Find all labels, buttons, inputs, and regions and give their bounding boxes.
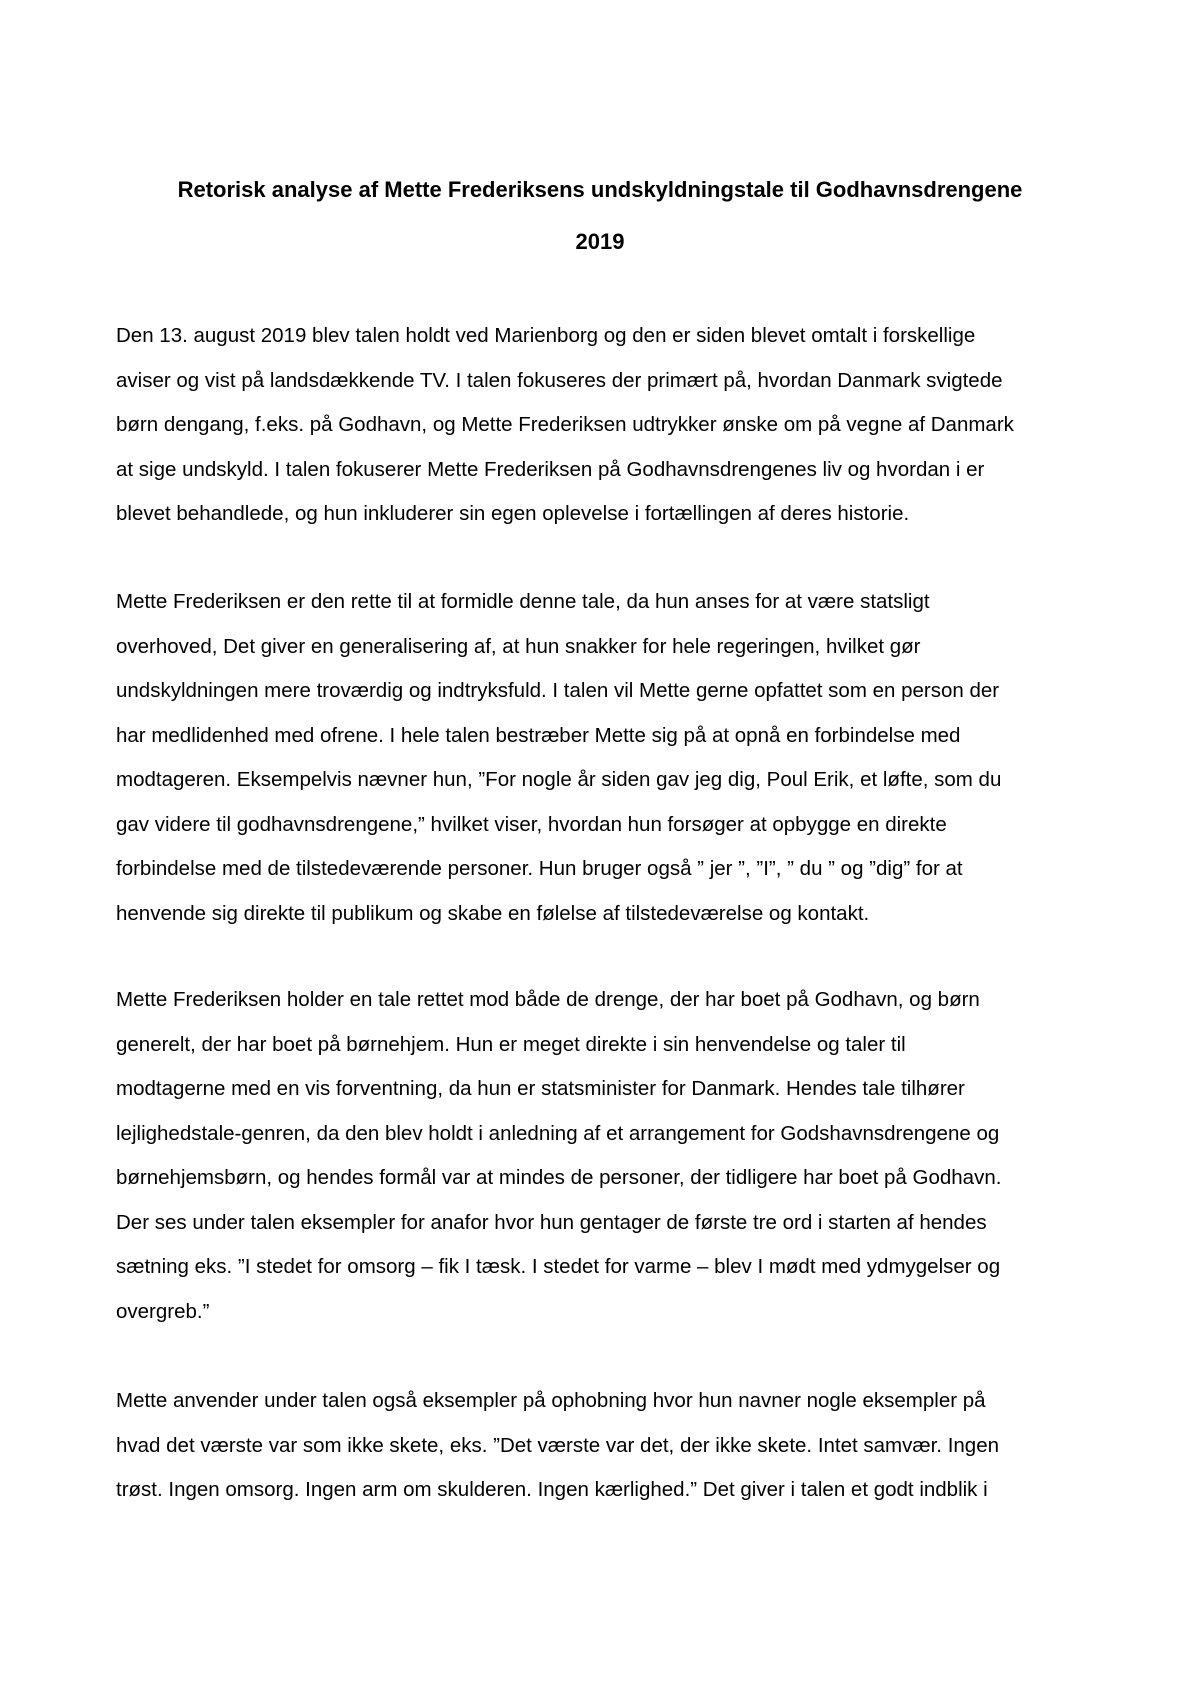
text-line: generelt, der har boet på børnehjem. Hun er meget direkte i sin henvendelse og taler til [116,1032,906,1056]
text-line: overhoved, Det giver en generalisering af, at hun snakker for hele regeringen, hvilket gør [116,634,921,658]
text-line: Mette anvender under talen også eksempler på ophobning hvor hun navner nogle eksempler på [116,1389,986,1412]
text-line: Mette Frederiksen er den rette til at formidle denne tale, da hun anses for at være statsligt [116,590,930,613]
text-line: børn dengang, f.eks. på Godhavn, og Mette Frederiksen udtrykker ønske om på vegne af Danmark [116,413,1014,436]
text-line: sætning eks. ”I stedet for omsorg – fik I tæsk. I stedet for varme – blev I mødt med ydmygelser og [116,1255,1001,1278]
text-line: blevet behandlede, og hun inkluderer sin egen oplevelse i fortællingen af deres historie. [116,502,910,525]
paragraph-intro [116,314,1116,537]
text-line: modtagerne med en vis forventning, da hun er statsminister for Danmark. Hendes tale tilhører [116,1077,965,1100]
document-title-line-1: Retorisk analyse af Mette Frederiksens undskyldningstale til Godhavnsdrengene [177,177,1023,202]
text-line: at sige undskyld. I talen fokuserer Mette Frederiksen på Godhavnsdrengenes liv og hvordan i er [116,457,985,481]
text-line: gav videre til godhavnsdrengene,” hvilket viser, hvordan hun forsøger at opbygge en direkte [116,812,947,836]
paragraph-audience [116,978,1116,1334]
text-line: modtageren. Eksempelvis nævner hun, ”For nogle år siden gav jeg dig, Poul Erik, et løfte, som du [116,768,1002,791]
paragraph-speaker [116,580,1116,936]
text-line: hvad det værste var som ikke skete, eks. ”Det værste var det, der ikke skete. Intet samvær. Ingen [116,1433,999,1457]
paragraph-accumulation [116,1379,1116,1513]
text-line: børnehjemsbørn, og hendes formål var at mindes de personer, der tidligere har boet på Godhavn. [116,1166,1002,1189]
text-line: overgreb.” [116,1299,210,1323]
text-line: trøst. Ingen omsorg. Ingen arm om skulderen. Ingen kærlighed.” Det giver i talen et godt indblik i [116,1478,988,1501]
text-line: Den 13. august 2019 blev talen holdt ved Marienborg og den er siden blevet omtalt i forskellige [116,324,976,347]
text-line: har medlidenhed med ofrene. I hele talen bestræber Mette sig på at opnå en forbindelse med [116,723,961,747]
text-line: Mette Frederiksen holder en tale rettet mod både de drenge, der har boet på Godhavn, og børn [116,988,980,1011]
text-line: aviser og vist på landsdækkende TV. I talen fokuseres der primært på, hvordan Danmark svigtede [116,368,1003,392]
text-line: lejlighedstale-genren, da den blev holdt i anledning af et arrangement for Godshavnsdrengene og [116,1121,1000,1145]
text-line: henvende sig direkte til publikum og skabe en følelse af tilstedeværelse og kontakt. [116,901,870,925]
text-line: undskyldningen mere troværdig og indtryksfuld. I talen vil Mette gerne opfattet som en person der [116,679,1000,702]
document-title-line-2: 2019 [575,229,625,254]
text-line: Der ses under talen eksempler for anafor hvor hun gentager de første tre ord i starten af hendes [116,1210,987,1234]
text-line: forbindelse med de tilstedeværende personer. Hun bruger også ” jer ”, ”I”, ” du ” og ”dig” for at [116,857,963,880]
